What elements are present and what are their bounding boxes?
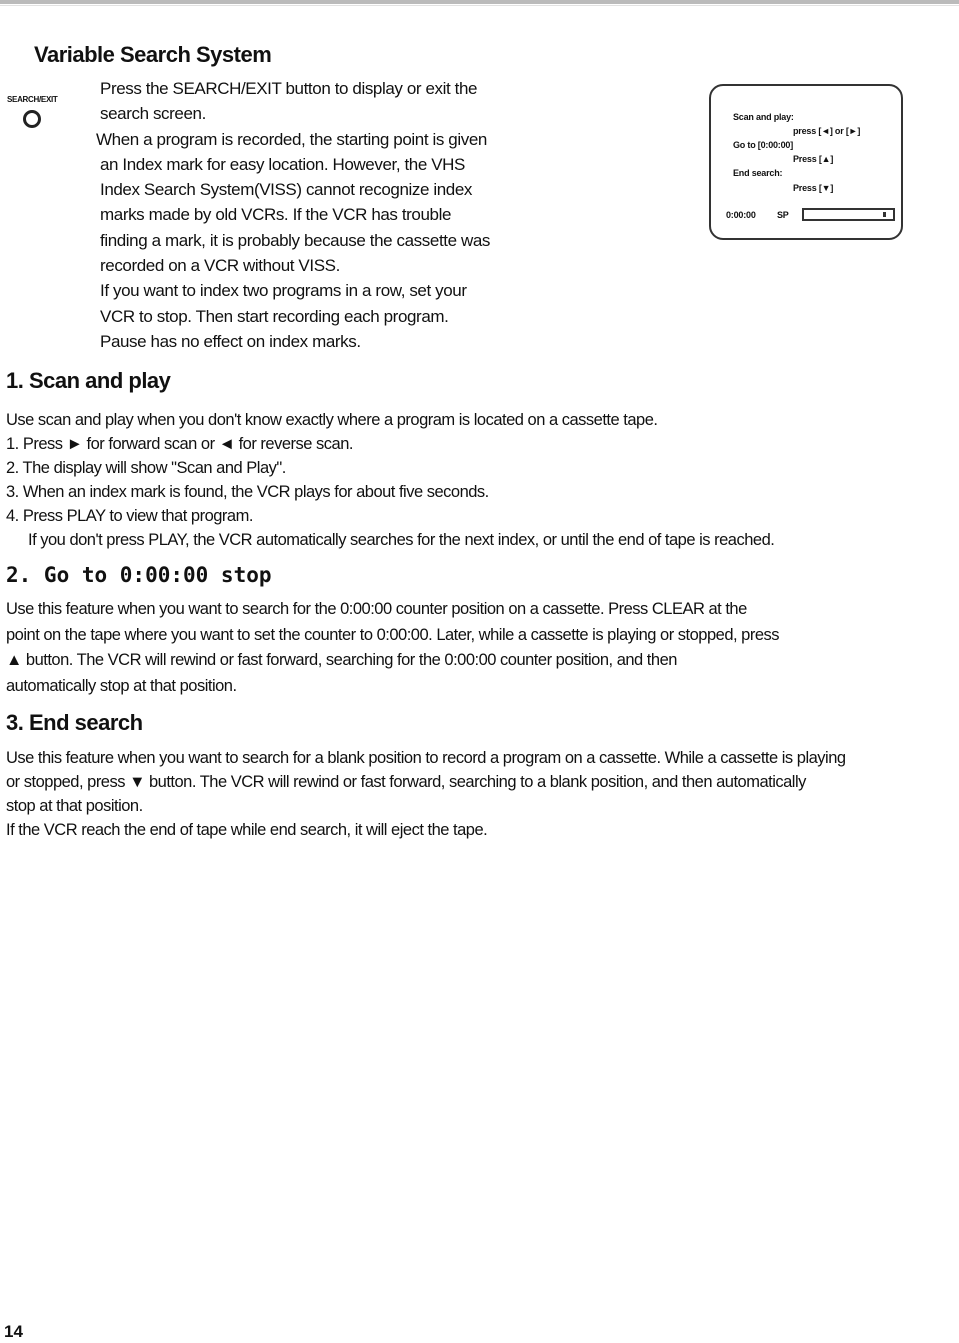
section-scan-line: 4. Press PLAY to view that program. xyxy=(6,507,253,525)
section-scan-line: 3. When an index mark is found, the VCR plays for about five seconds. xyxy=(6,483,489,501)
intro-text xyxy=(96,76,536,354)
section-heading-goto: 2. Go to 0:00:00 stop xyxy=(6,563,272,587)
top-rule-shadow xyxy=(0,5,959,6)
page-number: 14 xyxy=(4,1322,23,1341)
top-rule xyxy=(0,0,959,4)
search-exit-button-label: SEARCH/EXIT xyxy=(7,95,58,104)
section-goto-line: Use this feature when you want to search for the 0:00:00 counter position on a cassette. Press CLEAR at the xyxy=(6,600,747,618)
section-goto-line: ▲ button. The VCR will rewind or fast forward, searching for the 0:00:00 counter position, and then xyxy=(6,651,677,669)
osd-goto-keys: Press [▲] xyxy=(793,154,834,164)
section-heading-scan: 1. Scan and play xyxy=(6,368,171,393)
section-goto-line: automatically stop at that position. xyxy=(6,676,237,695)
osd-end-keys: Press [▼] xyxy=(793,183,834,193)
intro-line: Press the SEARCH/EXIT button to display or exit the xyxy=(100,79,478,98)
section-goto-line: point on the tape where you want to set the counter to 0:00:00. Later, while a cassette is playing or stopped, press xyxy=(6,625,780,644)
section-end-line: or stopped, press ▼ button. The VCR will rewind or fast forward, searching to a blank position, and then automatically xyxy=(6,773,806,791)
osd-scan-keys: press [◄] or [►] xyxy=(793,126,861,136)
section-heading-end: 3. End search xyxy=(6,710,143,735)
osd-tape-position-bar xyxy=(802,208,895,221)
osd-end-label: End search: xyxy=(733,168,783,178)
section-scan-line: 2. The display will show "Scan and Play". xyxy=(6,459,286,477)
intro-line: When a program is recorded, the starting point is given xyxy=(96,129,487,149)
intro-line: If you want to index two programs in a row, set your xyxy=(100,281,467,301)
search-exit-button-icon xyxy=(23,110,41,128)
section-end-line: stop at that position. xyxy=(6,797,143,815)
osd-screen-illustration xyxy=(709,84,903,240)
intro-line: finding a mark, it is probably because the cassette was xyxy=(100,230,490,250)
osd-scan-label: Scan and play: xyxy=(733,112,794,122)
intro-line: VCR to stop. Then start recording each program. xyxy=(100,306,449,326)
intro-line: Pause has no effect on index marks. xyxy=(100,331,361,351)
section-end-body xyxy=(6,746,956,842)
osd-goto-label: Go to [0:00:00] xyxy=(733,140,794,150)
osd-counter: 0:00:00 xyxy=(726,210,756,220)
intro-line: Index Search System(VISS) cannot recognize index xyxy=(100,180,472,200)
osd-speed: SP xyxy=(777,210,789,220)
osd-tape-position-marker xyxy=(883,212,886,217)
section-goto-body xyxy=(6,597,956,699)
intro-line: recorded on a VCR without VISS. xyxy=(100,256,340,276)
intro-line: search screen. xyxy=(100,104,206,124)
section-scan-line: If you don't press PLAY, the VCR automatically searches for the next index, or until the end of tape is reached. xyxy=(28,531,775,549)
section-scan-line: Use scan and play when you don't know exactly where a program is located on a cassette tape. xyxy=(6,411,658,429)
intro-line: marks made by old VCRs. If the VCR has trouble xyxy=(100,205,452,225)
section-end-line: Use this feature when you want to search for a blank position to record a program on a cassette. While a cassette is playing xyxy=(6,749,846,767)
section-end-line: If the VCR reach the end of tape while end search, it will eject the tape. xyxy=(6,821,488,839)
section-scan-line: 1. Press ► for forward scan or ◄ for reverse scan. xyxy=(6,435,353,453)
intro-line: an Index mark for easy location. However, the VHS xyxy=(100,154,465,174)
section-scan-body xyxy=(6,408,956,552)
page-title: Variable Search System xyxy=(34,42,272,67)
